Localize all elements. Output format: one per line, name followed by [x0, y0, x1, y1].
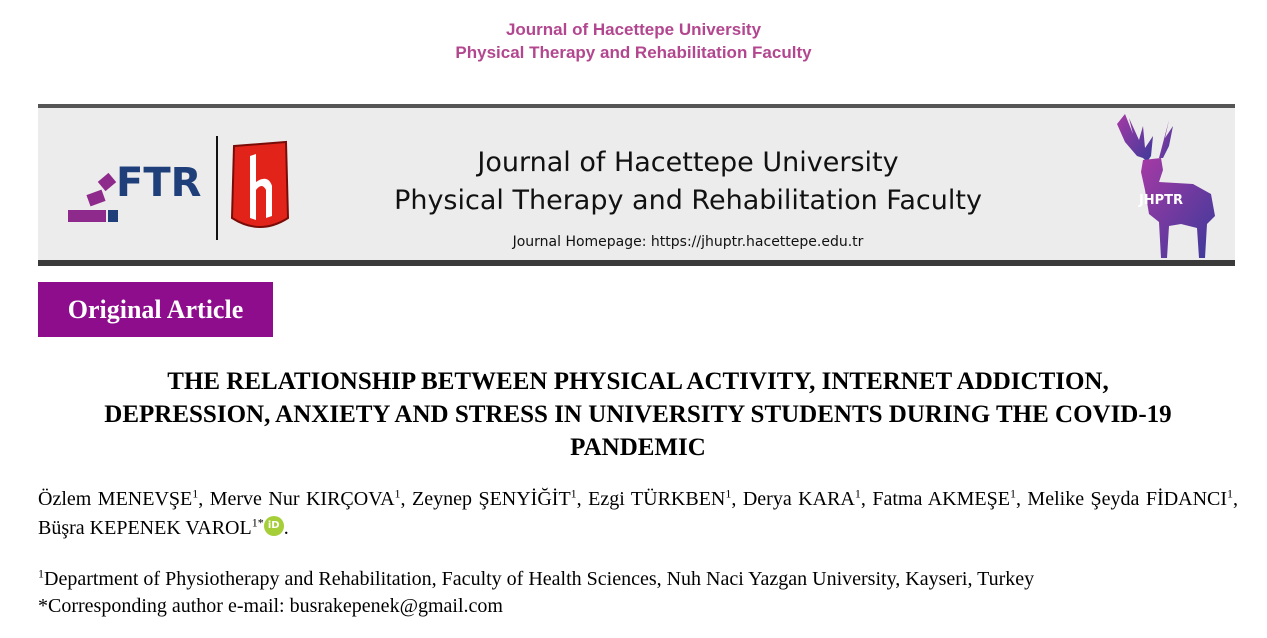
- paper-title: [38, 365, 1238, 464]
- banner-title: [338, 144, 1038, 220]
- ftr-logo-text: FTR: [116, 160, 202, 206]
- ftr-logo: [66, 148, 216, 228]
- author-7: Melike Şeyda FİDANCI$^1$,: [1027, 486, 1239, 510]
- author-2: Merve Nur KIRÇOVA$^1$,: [209, 486, 412, 510]
- author-list: [38, 485, 1238, 543]
- deer-logo: [1103, 112, 1223, 260]
- banner-title-line2: Physical Therapy and Rehabilitation Faculty: [394, 185, 982, 216]
- affiliations: [38, 566, 1238, 620]
- author-8: Büşra KEPENEK $VAROL^{1*}$: [38, 515, 264, 539]
- journal-banner: [38, 104, 1235, 266]
- deer-logo-text: JHPTR: [1138, 193, 1184, 208]
- journal-header-line1: Journal of Hacettepe University: [505, 20, 762, 39]
- paper-title-line3: PANDEMIC: [570, 434, 706, 461]
- journal-header: [0, 18, 1267, 64]
- paper-title-line1: THE RELATIONSHIP BETWEEN PHYSICAL ACTIVITY, INTERNET ADDICTION,: [167, 368, 1109, 395]
- banner-title-line1: Journal of Hacettepe University: [477, 147, 899, 178]
- authors-end: .: [283, 517, 289, 539]
- logo-divider: [216, 136, 218, 240]
- orcid-icon[interactable]: iD: [264, 516, 284, 536]
- author-3: Zeynep ŞENYİĞİT$^1$,: [412, 486, 589, 510]
- author-5: Derya KARA$^1$,: [742, 486, 873, 510]
- article-type-badge: Original Article: [38, 282, 273, 337]
- corresponding-author: *Corresponding author e-mail: busrakepenek@gmail.com: [38, 595, 503, 617]
- journal-homepage: Journal Homepage: https://jhuptr.hacettepe.edu.tr: [512, 234, 864, 250]
- author-1: Özlem MENEVŞE$^1$,: [38, 486, 210, 510]
- author-6: Fatma AKMEŞE$^1$,: [872, 486, 1028, 510]
- journal-header-line2: Physical Therapy and Rehabilitation Faculty: [455, 43, 812, 62]
- author-4: Ezgi TÜRKBEN$^1$,: [588, 486, 743, 510]
- paper-title-line2: DEPRESSION, ANXIETY AND STRESS IN UNIVERSITY STUDENTS DURING THE COVID-19: [104, 401, 1172, 428]
- hacettepe-h-logo: [228, 138, 292, 238]
- affiliation-1: $^1$Department of Physiotherapy and Rehabilitation, Faculty of Health Sciences, Nuh Naci Yazgan University, Kayseri, Turkey: [38, 566, 1035, 590]
